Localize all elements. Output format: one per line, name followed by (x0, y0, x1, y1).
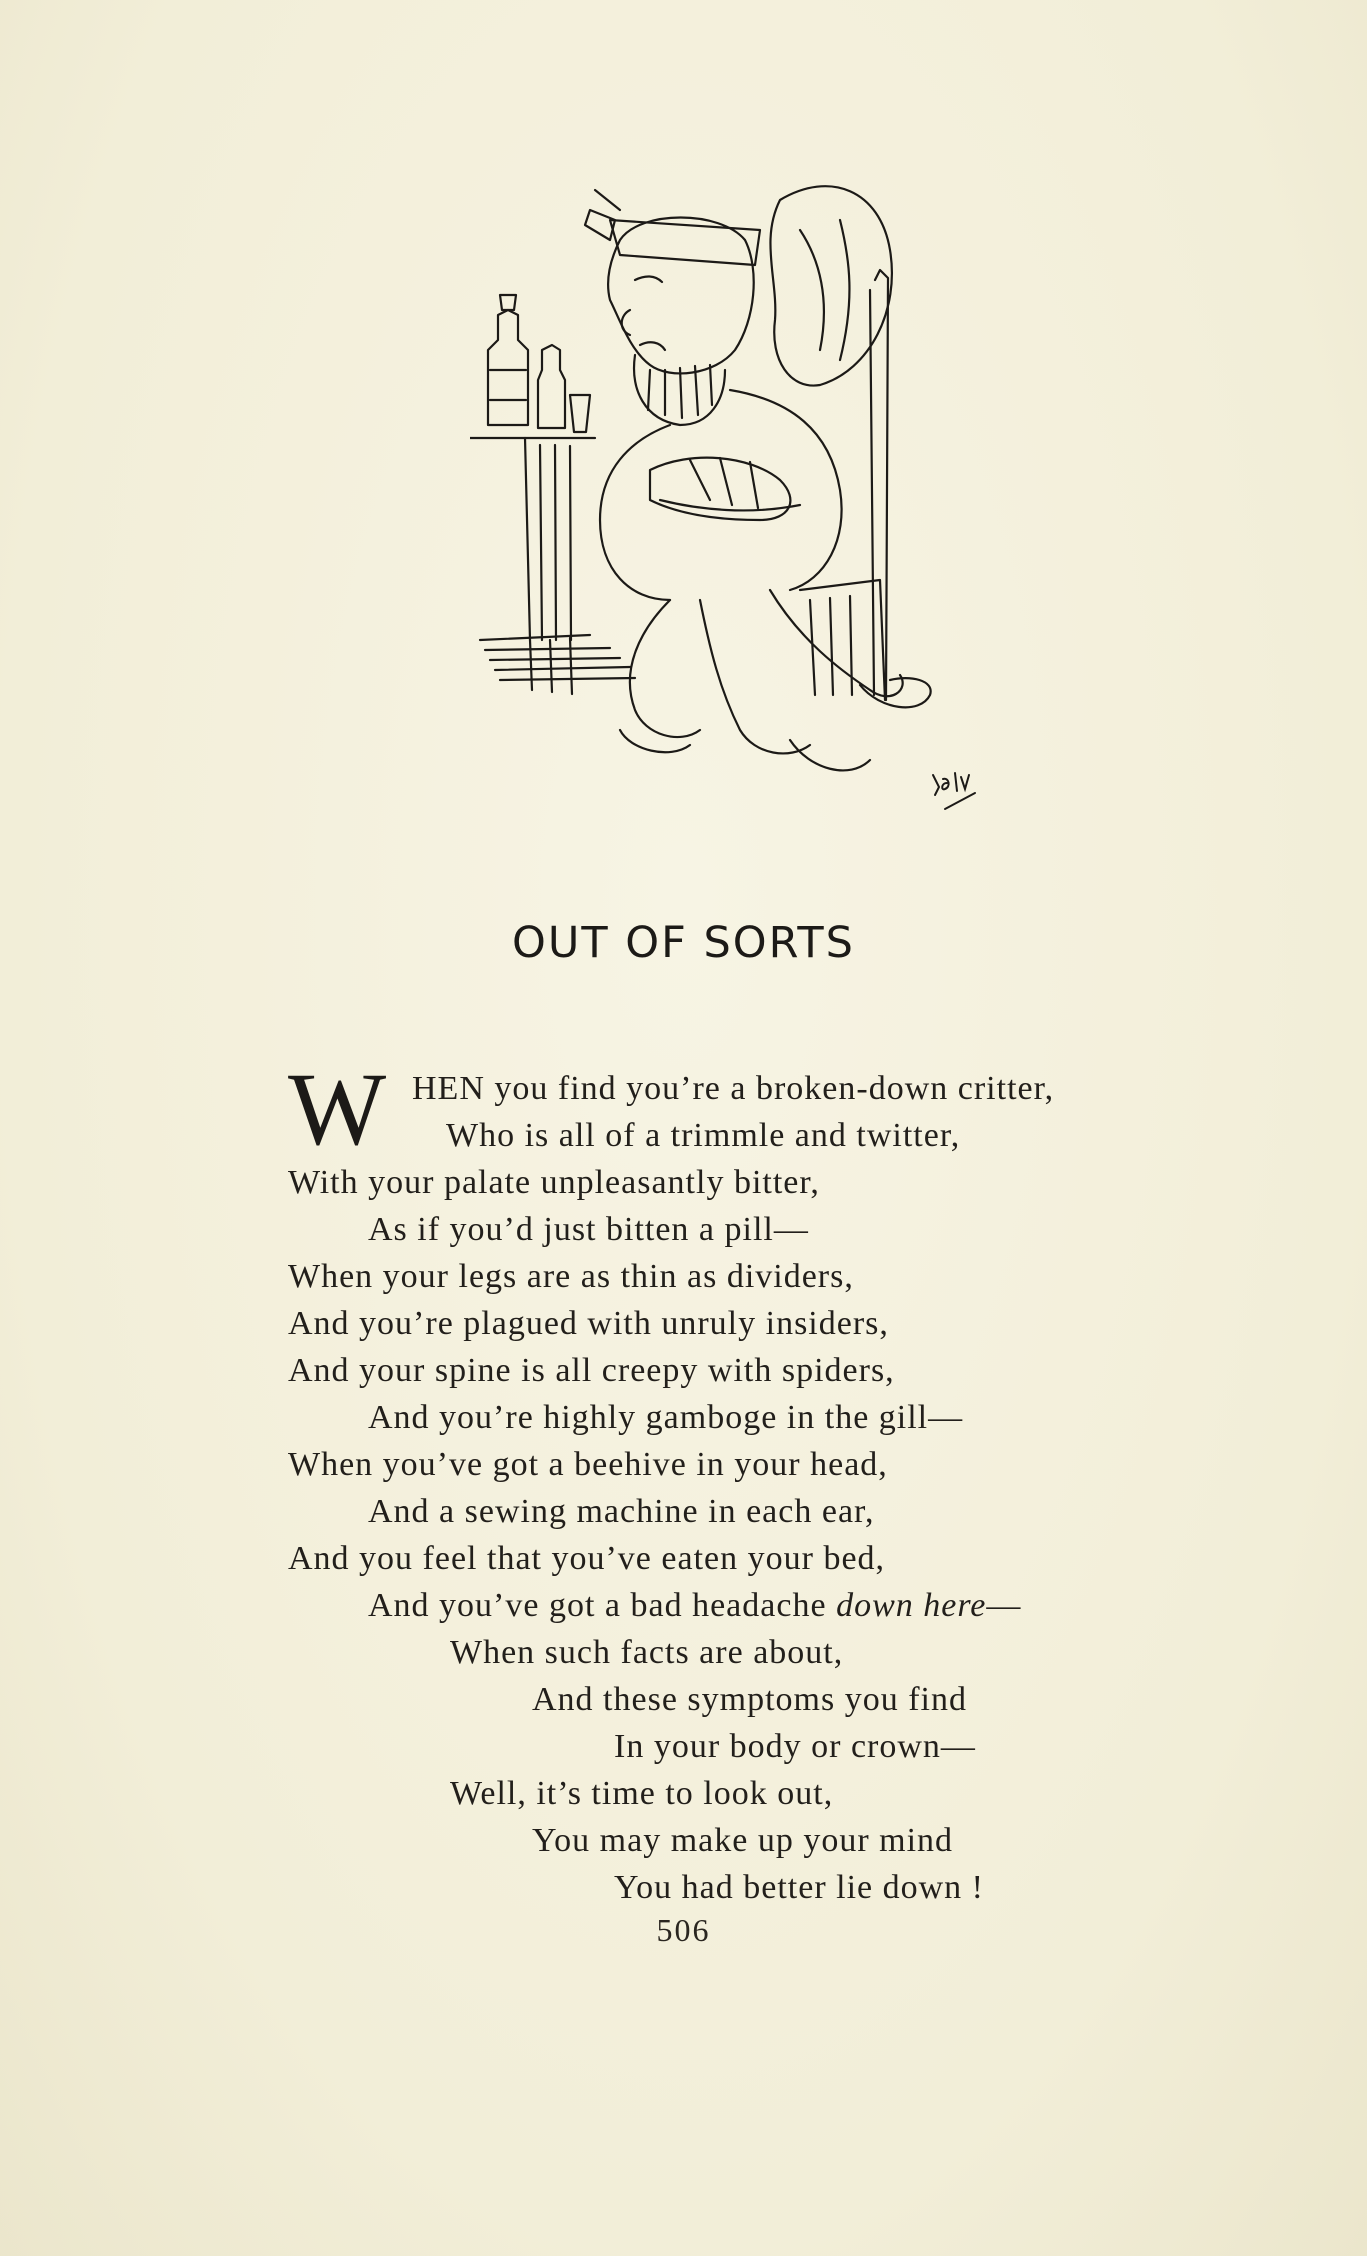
poem-line: When you’ve got a beehive in your head, (288, 1446, 888, 1483)
drop-cap: W (288, 1052, 387, 1167)
poem-line: And a sewing machine in each ear, (368, 1493, 875, 1530)
poem-line: With your palate unpleasantly bitter, (288, 1164, 820, 1201)
poem-line: In your body or crown— (614, 1728, 976, 1765)
poem-line (368, 1586, 1021, 1626)
poem-line: And you feel that you’ve eaten your bed, (288, 1540, 886, 1577)
poem-title: OUT OF SORTS (512, 918, 855, 968)
poem-line: Who is all of a trimmle and twitter, (446, 1117, 961, 1154)
poem-line: When your legs are as thin as dividers, (288, 1258, 854, 1295)
poem-line: When such facts are about, (450, 1634, 844, 1671)
poem-line: You had better lie down ! (614, 1869, 984, 1906)
poem-line: You may make up your mind (532, 1822, 954, 1859)
artist-signature-icon (925, 765, 985, 825)
poem-line: And you’re highly gamboge in the gill— (368, 1399, 964, 1436)
poem-line: HEN you find you’re a broken-down critter, (412, 1070, 1055, 1107)
seated-sick-man-illustration (470, 170, 940, 810)
poem-line: And you’re plagued with unruly insiders, (288, 1305, 889, 1342)
poem-line: As if you’d just bitten a pill— (368, 1211, 809, 1248)
page-number: 506 (656, 1912, 711, 1948)
poem-italic-phrase: down here (836, 1587, 987, 1624)
poem-line: And these symptoms you find (532, 1681, 967, 1718)
poem-line: And your spine is all creepy with spiders, (288, 1352, 895, 1389)
poem-line: Well, it’s time to look out, (450, 1775, 834, 1812)
poem-line-text: And you’ve got a bad headache (368, 1587, 827, 1624)
poem-line-dash: — (986, 1587, 1022, 1624)
